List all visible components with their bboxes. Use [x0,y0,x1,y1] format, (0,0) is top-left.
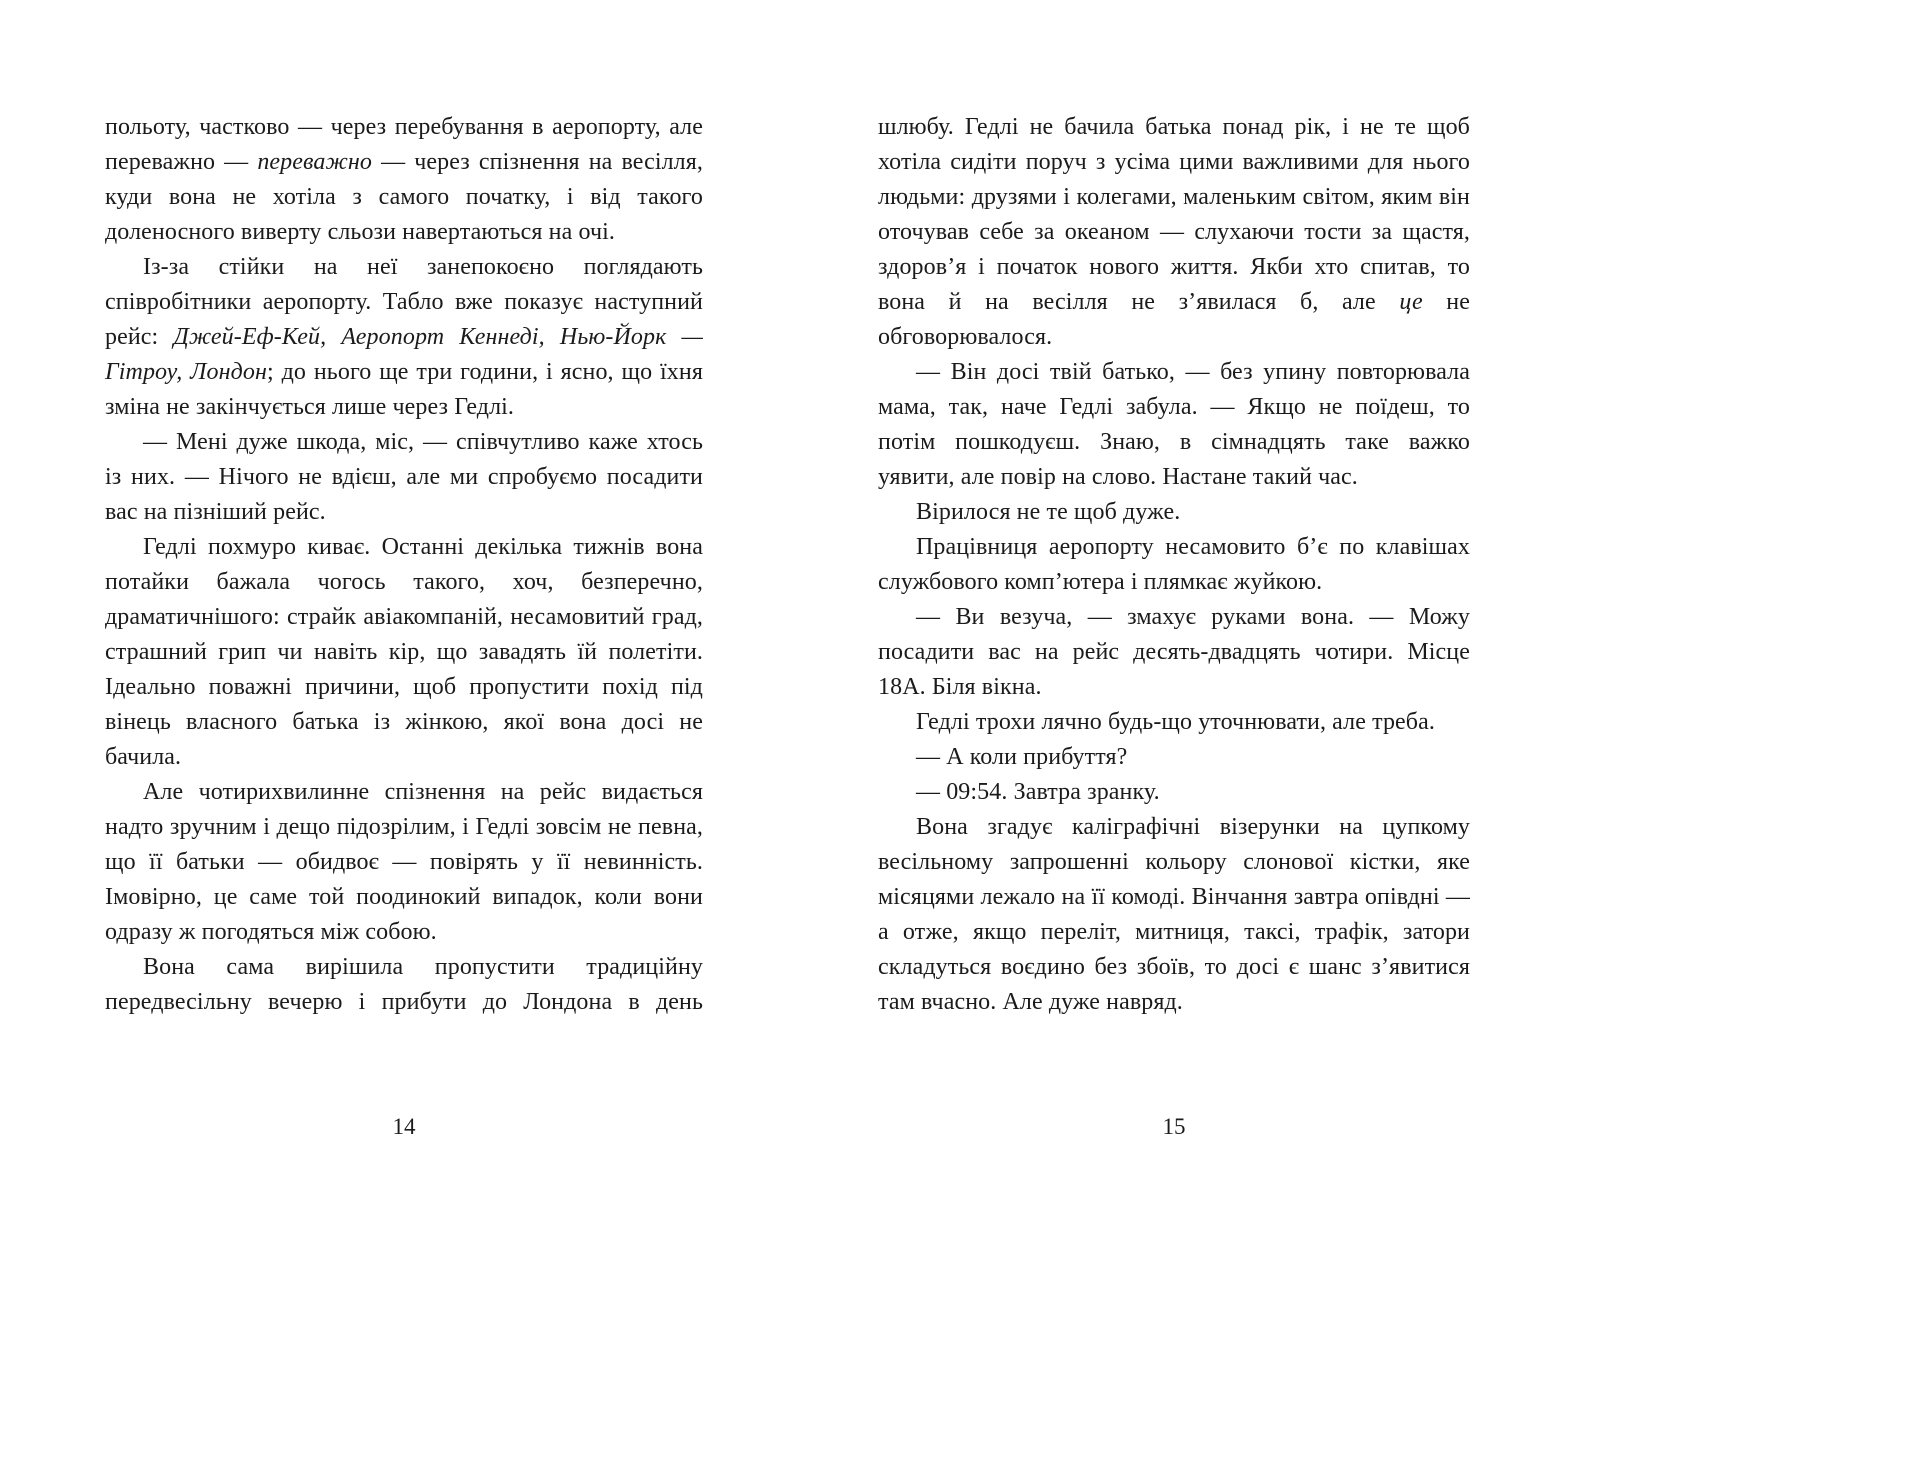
paragraph [105,250,703,425]
text-segment: — 09:54. Завтра зранку. [916,779,1160,805]
text-segment: — А коли прибуття? [916,744,1128,770]
paragraph [105,950,703,1020]
text-segment: Гедлі трохи лячно будь-що уточнювати, але треба. [916,709,1435,735]
paragraph [878,530,1470,600]
paragraph [105,775,703,950]
text-segment: шлюбу. Гедлі не бачила батька понад рік, і не те щоб хотіла сидіти поруч з усіма цими важливими для нього людьми: друзями і колегами, маленьким світом, яким він оточував себе за океаном — слухаючи тости за щастя, здоров’я і початок нового життя. Якби хто спитав, то вона й на весілля не з’явилася б, але [878,114,1470,315]
paragraph [878,495,1470,530]
page-number-right: 15 [1162,1114,1186,1139]
text-segment: Працівниця аеропорту несамовито б’є по клавішах службового комп’ютера і плямкає жуйкою. [878,534,1470,595]
page-number-left: 14 [392,1114,416,1139]
paragraph [878,355,1470,495]
text-segment: — через спізнення на весілля, куди вона не хотіла з самого початку, і від такого доленосного виверту сльози навертаються на очі. [105,149,703,245]
paragraph [878,740,1470,775]
text-segment: Гедлі похмуро киває. Останні декілька тижнів вона потайки бажала чогось такого, хоч, безперечно, драматичнішого: страйк авіакомпаній, несамовитий град, страшний грип чи навіть кір, що завадять їй полетіти. Ідеально поважні причини, щоб пропустити похід під вінець власного батька із жінкою, якої вона досі не бачила. [105,534,703,770]
italic-text-segment: це [1399,289,1423,315]
italic-text-segment: переважно [257,149,373,175]
paragraph [878,705,1470,740]
text-segment: Вірилося не те щоб дуже. [916,499,1181,525]
paragraph [105,425,703,530]
text-segment: Вона сама вирішила пропустити традиційну передвесільну вечерю і прибути до Лондона в день [105,954,703,1015]
text-segment: Але чотирихвилинне спізнення на рейс видається надто зручним і дещо підозрілим, і Гедлі зовсім не певна, що її батьки — обидвоє — повірять у її невинність. Імовірно, це саме той поодинокий випадок, коли вони одразу ж погодяться між собою. [105,779,703,945]
text-segment: — Він досі твій батько, — без упину повторювала мама, так, наче Гедлі забула. — Якщо не поїдеш, то потім пошкодуєш. Знаю, в сімнадцять таке важко уявити, але повір на слово. Настане такий час. [878,359,1470,490]
text-segment: — Ви везуча, — змахує руками вона. — Можу посадити вас на рейс десять-двадцять чотири. Місце 18А. Біля вікна. [878,604,1470,700]
paragraph [105,110,703,250]
text-segment: Із-за стійки на неї занепокоєно поглядають співробітники аеропорту. Табло вже показує наступний рейс: [105,254,703,350]
paragraph [878,810,1470,1020]
paragraph [878,600,1470,705]
text-segment: Вона згадує каліграфічні візерунки на цупкому весільному запрошенні кольору слонової кістки, яке місяцями лежало на її комоді. Вінчання завтра опівдні — а отже, якщо переліт, митниця, таксі, трафік, затори складуться воєдино без збоїв, то досі є шанс з’явитися там вчасно. Але дуже навряд. [878,814,1470,1015]
text-segment: не обговорювалося. [878,289,1471,350]
page-left-text-column [105,110,703,1020]
page-right-text-column [878,110,1470,1020]
italic-text-segment: Джей-Еф-Кей, Аеропорт Кеннеді, Нью-Йорк — Гітроу, Лондон [105,324,703,385]
text-segment: — Мені дуже шкода, міс, — співчутливо каже хтось із них. — Нічого не вдієш, але ми спробуємо посадити вас на пізніший рейс. [105,429,703,525]
paragraph [878,775,1470,810]
text-segment: польоту, частково — через перебування в аеропорту, але переважно — [105,114,703,175]
text-segment: ; до нього ще три години, і ясно, що їхня зміна не закінчується лише через Гедлі. [105,359,703,420]
paragraph [878,110,1470,355]
paragraph [105,530,703,775]
